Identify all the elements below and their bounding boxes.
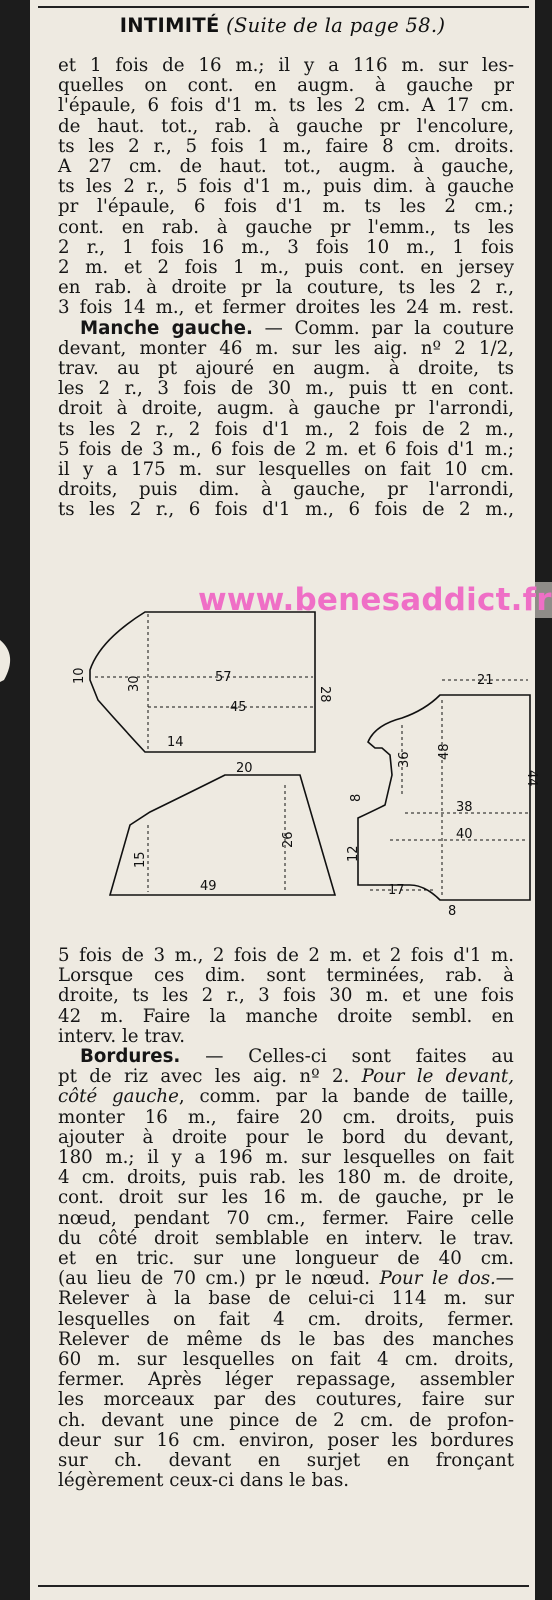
dim-label: 21 — [477, 673, 494, 688]
text-segment-italic: côté gauche — [58, 1086, 179, 1108]
continuation-note: (Suite de la page 58.) — [226, 14, 446, 37]
dim-label: 26 — [281, 831, 296, 848]
text-line: ts les 2 r., 2 fois d'1 m., 2 fois de 2 m., — [58, 418, 514, 440]
dim-label: 40 — [456, 827, 473, 842]
text-line: deur sur 16 cm. environ, poser les bordures — [58, 1429, 514, 1451]
text-line: il y a 175 m. sur lesquelles on fait 10 cm. — [58, 459, 514, 481]
text-line: et 1 fois de 16 m.; il y a 116 m. sur les- — [58, 55, 514, 76]
adjacent-page-fragment — [0, 610, 30, 700]
dim-label: 12 — [346, 845, 361, 862]
dim-label: 8 — [448, 904, 457, 919]
page-header — [30, 14, 535, 37]
text-line: 2 m. et 2 fois 1 m., puis cont. en jersey — [58, 257, 514, 279]
text-line: fermer. Après léger repassage, assembler — [58, 1369, 514, 1391]
text-line: les morceaux par des coutures, faire sur — [58, 1389, 514, 1411]
dim-label: 10 — [72, 667, 87, 684]
text-line: 5 fois de 3 m., 2 fois de 2 m. et 2 fois d'1 m. — [58, 945, 514, 966]
dim-label: 14 — [167, 735, 184, 750]
text-line: 60 m. sur lesquelles on fait 4 cm. droits, — [58, 1349, 514, 1371]
dim-label: 20 — [236, 761, 253, 776]
text-line: nœud, pendant 70 cm., fermer. Faire celle — [58, 1207, 514, 1229]
pattern-shapes — [90, 612, 530, 900]
text-segment: , comm. par la bande de taille, — [178, 1086, 514, 1108]
text-line: — Celles-ci sont faites au — [180, 1046, 514, 1068]
text-line: — Comm. par la couture — [252, 317, 514, 339]
top-rule — [38, 6, 529, 8]
text-line: droit à droite, augm. à gauche pr l'arrondi, — [58, 398, 514, 420]
text-line: les 2 r., 3 fois de 30 m., puis tt en cont. — [58, 378, 514, 400]
text-line: en rab. à droite pr la couture, ts les 2 r., — [58, 277, 514, 299]
text-line — [58, 1087, 514, 1107]
text-segment: (au lieu de 70 cm.) pr le nœud. — [58, 1268, 380, 1290]
text-line — [58, 1067, 514, 1087]
text-line: 5 fois de 3 m., 6 fois de 2 m. et 6 fois d'1 m.; — [58, 438, 514, 460]
text-line: ts les 2 r., 6 fois d'1 m., 6 fois de 2 m., — [58, 499, 514, 521]
text-line: trav. au pt ajouré en augm. à droite, ts — [58, 358, 514, 380]
text-line: quelles on cont. en augm. à gauche pr — [58, 75, 514, 97]
sleeve-outline — [90, 612, 315, 752]
dim-label: 49 — [200, 879, 217, 894]
back-outline — [358, 695, 530, 900]
magazine-page — [30, 0, 552, 1600]
dim-label: 28 — [317, 686, 332, 703]
text-line: Relever de même ds le bas des manches — [58, 1328, 514, 1350]
text-line: ts les 2 r., 5 fois 1 m., faire 8 cm. droits. — [58, 135, 514, 157]
dim-label: 8 — [349, 793, 364, 802]
dim-label: 36 — [397, 751, 412, 768]
text-segment: pt de riz avec les aig. nº 2. — [58, 1066, 362, 1088]
dim-label: 30 — [127, 675, 142, 692]
text-line: Lorsque ces dim. sont terminées, rab. à — [58, 965, 514, 987]
text-line: 3 fois 14 m., et fermer droites les 24 m. rest. — [58, 297, 514, 319]
watermark: www.benesaddict.fr — [198, 582, 552, 618]
manche-heading: Manche gauche. — [80, 317, 253, 339]
text-line: droits, puis dim. à gauche, pr l'arrondi, — [58, 479, 514, 501]
instructions-block-1 — [58, 56, 514, 521]
text-line: 4 cm. droits, puis rab. les 180 m. de droite, — [58, 1167, 514, 1189]
text-line: et en tric. sur une longueur de 40 cm. — [58, 1248, 514, 1270]
dim-label: 48 — [437, 743, 452, 760]
text-line: du côté droit semblable en interv. le trav. — [58, 1227, 514, 1249]
dim-label: 45 — [230, 700, 247, 715]
text-line: Relever à la base de celui-ci 114 m. sur — [58, 1288, 514, 1310]
bordures-heading-line — [58, 1047, 514, 1067]
section-title: INTIMITÉ — [119, 14, 220, 37]
text-line: l'épaule, 6 fois d'1 m. ts les 2 cm. A 17 cm. — [58, 95, 514, 117]
text-line: ajouter à droite pour le bord du devant, — [58, 1126, 514, 1148]
dim-label: 38 — [456, 800, 473, 815]
text-line: pr l'épaule, 6 fois d'1 m. ts les 2 cm.; — [58, 196, 514, 218]
text-line: sur ch. devant en surjet en fronçant — [58, 1450, 514, 1472]
bordures-heading: Bordures. — [80, 1046, 181, 1068]
text-line: cont. droit sur les 16 m. de gauche, pr le — [58, 1187, 514, 1209]
text-line: A 27 cm. de haut. tot., augm. à gauche, — [58, 156, 514, 178]
text-segment-italic: Pour le devant, — [361, 1066, 514, 1088]
text-line: monter 16 m., faire 20 cm. droits, puis — [58, 1106, 514, 1128]
text-line: lesquelles on fait 4 cm. droits, fermer. — [58, 1308, 514, 1330]
text-line: légèrement ceux-ci dans le bas. — [58, 1470, 350, 1492]
text-line — [58, 1269, 514, 1289]
dim-label: 57 — [215, 670, 232, 685]
text-line: 2 r., 1 fois 16 m., 3 fois 10 m., 1 fois — [58, 236, 514, 258]
text-line: 42 m. Faire la manche droite sembl. en — [58, 1005, 514, 1027]
bottom-rule — [38, 1585, 529, 1587]
text-segment-italic: Pour le dos.— — [379, 1268, 514, 1290]
text-line: 180 m.; il y a 196 m. sur lesquelles on fait — [58, 1147, 514, 1169]
text-line: cont. en rab. à gauche pr l'emm., ts les — [58, 216, 514, 238]
instructions-block-2 — [58, 946, 514, 1491]
text-line: ts les 2 r., 5 fois d'1 m., puis dim. à gauche — [58, 176, 514, 198]
pattern-dimension-lines — [95, 614, 528, 898]
dim-label: 17 — [388, 883, 405, 898]
manche-heading-line — [58, 319, 514, 339]
pattern-diagram — [30, 600, 539, 940]
dim-label: 15 — [133, 851, 148, 868]
text-line: devant, monter 46 m. sur les aig. nº 2 1/2, — [58, 337, 514, 359]
text-line: ch. devant une pince de 2 cm. de profon- — [58, 1409, 514, 1431]
text-line: droite, ts les 2 r., 3 fois 30 m. et une fois — [58, 985, 514, 1007]
dim-label: 44 — [524, 770, 539, 787]
front-outline — [110, 775, 335, 895]
text-line: interv. le trav. — [58, 1025, 186, 1047]
text-line: de haut. tot., rab. à gauche pr l'encolure, — [58, 115, 514, 137]
